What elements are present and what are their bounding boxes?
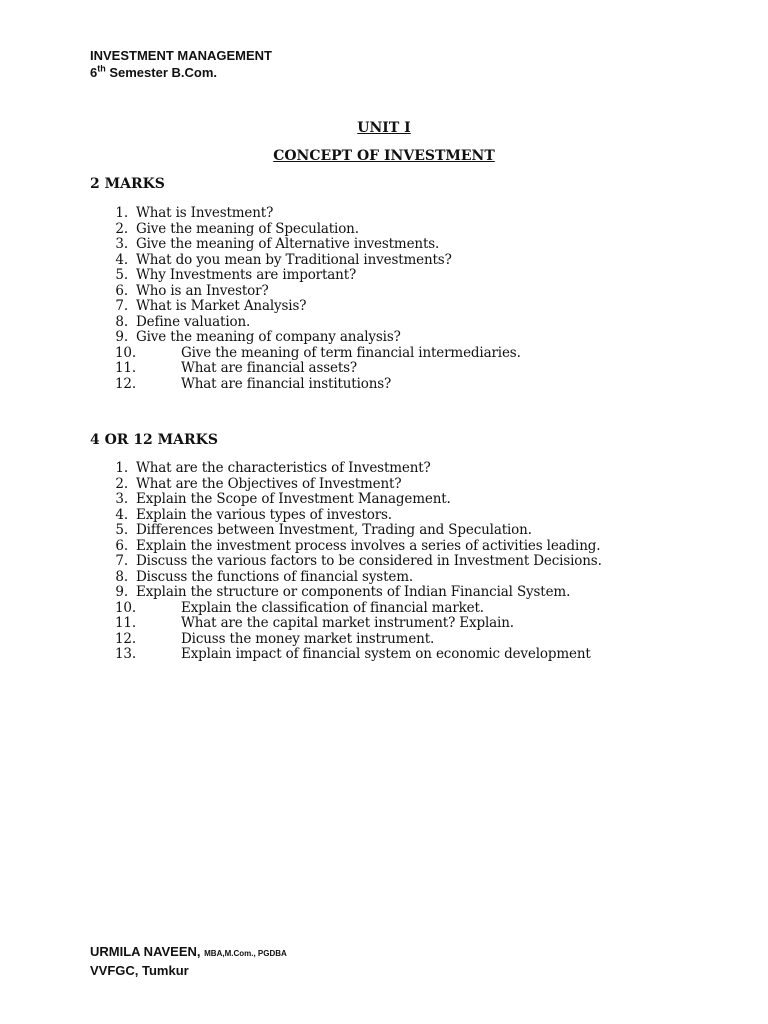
question-text: What are financial assets?: [181, 360, 357, 376]
question-text: Give the meaning of company analysis?: [136, 329, 401, 345]
question-item: [0, 377, 768, 393]
question-number: 11.: [114, 360, 136, 376]
question-number: 2.: [115, 475, 128, 492]
question-number: 8.: [115, 313, 128, 330]
question-item: [0, 554, 768, 570]
section-heading-4-or-12-marks: 4 OR 12 MARKS: [90, 432, 218, 448]
question-number: 3.: [115, 491, 128, 507]
question-item: [0, 330, 768, 346]
question-text: Discuss the functions of financial system.: [136, 568, 413, 585]
question-text: Give the meaning of Speculation.: [136, 220, 359, 237]
question-text: Explain the classification of financial market.: [181, 599, 484, 616]
question-number: 11.: [114, 615, 136, 631]
question-text: Discuss the various factors to be considered in Investment Decisions.: [136, 553, 602, 569]
question-item: [0, 508, 768, 524]
question-text: Explain the various types of investors.: [136, 506, 392, 523]
question-number: 5.: [115, 522, 128, 538]
question-number: 5.: [115, 267, 128, 283]
question-text: What are the capital market instrument? Explain.: [181, 615, 514, 631]
question-item: [0, 237, 768, 253]
semester-superscript: th: [97, 63, 106, 74]
question-text: What are the characteristics of Investment?: [136, 460, 431, 476]
course-title: INVESTMENT MANAGEMENT: [90, 48, 272, 63]
question-item: [0, 268, 768, 284]
question-text: Differences between Investment, Trading and Speculation.: [136, 522, 532, 538]
question-number: 1.: [115, 460, 128, 476]
question-item: [0, 284, 768, 300]
semester-line: [90, 64, 272, 81]
question-text: Explain the Scope of Investment Management.: [136, 491, 451, 507]
question-text: Who is an Investor?: [136, 282, 269, 299]
question-text: Explain impact of financial system on economic development: [181, 646, 591, 662]
document-footer: [90, 943, 287, 979]
question-number: 7.: [115, 298, 128, 314]
question-text: What do you mean by Traditional investments?: [136, 251, 452, 268]
question-number: 6.: [115, 537, 128, 554]
question-item: [0, 361, 768, 377]
question-list-4-or-12-marks: [0, 461, 768, 663]
question-item: [0, 601, 768, 617]
question-number: 4.: [115, 251, 128, 268]
question-list-2-marks: [0, 206, 768, 392]
question-item: [0, 461, 768, 477]
author-line: [90, 943, 287, 962]
question-number: 6.: [115, 282, 128, 299]
question-text: Define valuation.: [136, 313, 251, 330]
question-item: [0, 492, 768, 508]
question-number: 3.: [115, 236, 128, 252]
unit-title: UNIT I: [357, 120, 411, 136]
question-number: 2.: [115, 220, 128, 237]
question-item: [0, 616, 768, 632]
semester-number: 6: [90, 65, 98, 80]
question-text: Explain the investment process involves a series of activities leading.: [136, 537, 601, 554]
question-number: 12.: [114, 375, 136, 392]
question-text: Explain the structure or components of Indian Financial System.: [136, 584, 571, 600]
question-item: [0, 585, 768, 601]
institution: VVFGC, Tumkur: [90, 963, 189, 978]
question-item: [0, 346, 768, 362]
question-text: Give the meaning of term financial intermediaries.: [181, 344, 521, 361]
question-item: [0, 206, 768, 222]
author-name: URMILA NAVEEN,: [90, 944, 201, 959]
question-item: [0, 539, 768, 555]
question-number: 9.: [115, 329, 128, 345]
question-number: 10.: [114, 344, 136, 361]
question-number: 12.: [114, 630, 136, 647]
question-item: [0, 570, 768, 586]
question-text: Dicuss the money market instrument.: [181, 630, 435, 647]
question-text: Why Investments are important?: [136, 267, 357, 283]
question-item: [0, 523, 768, 539]
section-heading-2-marks: 2 MARKS: [90, 176, 165, 192]
unit-subtitle: CONCEPT OF INVESTMENT: [273, 148, 495, 164]
question-number: 13.: [114, 646, 136, 662]
question-item: [0, 632, 768, 648]
question-item: [0, 315, 768, 331]
question-item: [0, 253, 768, 269]
question-text: What is Investment?: [136, 205, 274, 221]
document-header: [90, 47, 272, 81]
question-number: 1.: [115, 205, 128, 221]
question-number: 4.: [115, 506, 128, 523]
question-number: 9.: [115, 584, 128, 600]
question-item: [0, 222, 768, 238]
question-number: 10.: [114, 599, 136, 616]
question-text: Give the meaning of Alternative investments.: [136, 236, 440, 252]
question-text: What is Market Analysis?: [136, 298, 307, 314]
question-number: 7.: [115, 553, 128, 569]
question-text: What are the Objectives of Investment?: [136, 475, 402, 492]
semester-text: Semester B.Com.: [105, 65, 217, 80]
author-qualifications: MBA,M.Com., PGDBA: [204, 949, 287, 958]
question-text: What are financial institutions?: [181, 375, 392, 392]
question-item: [0, 647, 768, 663]
question-item: [0, 477, 768, 493]
question-item: [0, 299, 768, 315]
question-number: 8.: [115, 568, 128, 585]
